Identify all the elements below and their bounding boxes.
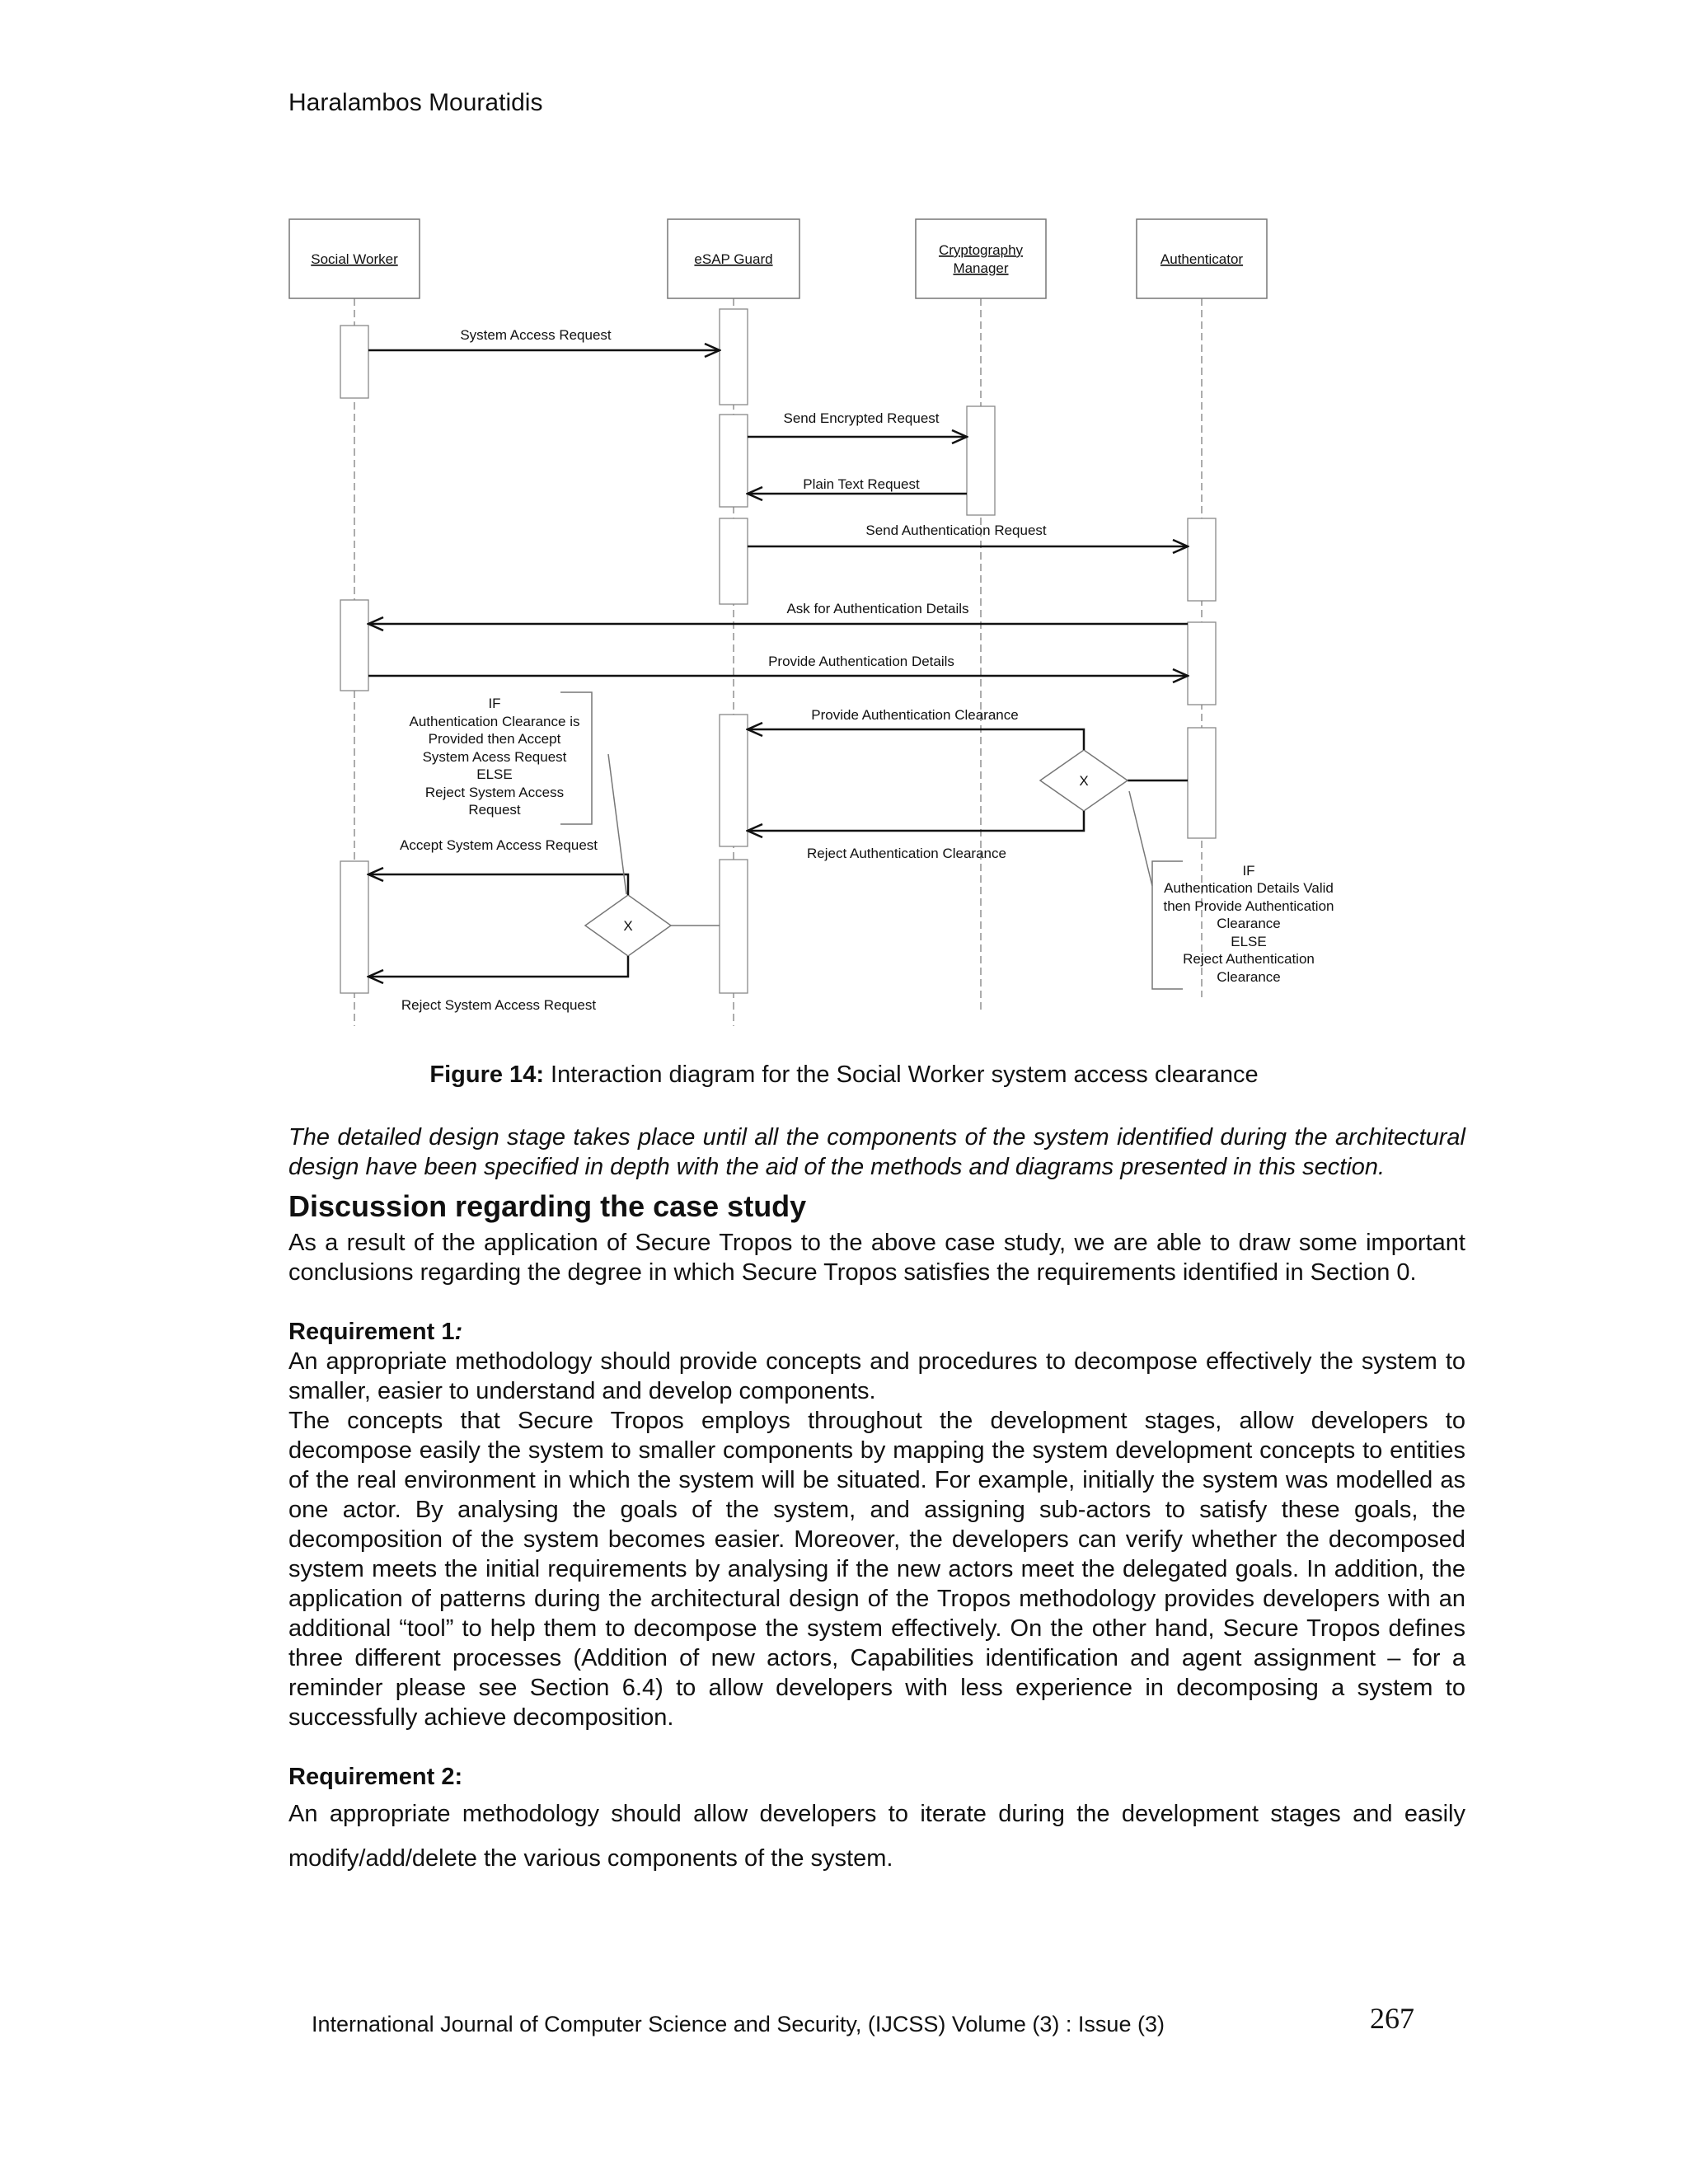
note-line: Clearance (1217, 969, 1281, 985)
note-line: ELSE (1231, 934, 1267, 949)
message-label: System Access Request (460, 327, 612, 343)
figure-caption-text: Interaction diagram for the Social Worker system access clearance (543, 1062, 1259, 1088)
decision-mark: X (623, 918, 633, 934)
message-label: Send Encrypted Request (783, 410, 940, 426)
message-label: Plain Text Request (803, 476, 920, 492)
activation-bar (720, 860, 748, 993)
message-reject-authentication-clearance: Reject Authentication Clearance (807, 846, 1006, 861)
decision-mark: X (1079, 773, 1089, 789)
activation-bar (720, 415, 748, 507)
note-line: IF (488, 696, 501, 711)
actor-label-line1: Cryptography (938, 242, 1024, 258)
message-reject-system-access-request: Reject System Access Request (401, 997, 597, 1013)
requirement-colon: : (454, 1319, 463, 1345)
intro-paragraph: The detailed design stage takes place until all the components of the system identified during the architectural design have been specified in depth with the aid of the methods and diagrams presented in this section. (288, 1124, 1465, 1180)
message-provide-authentication-details (368, 654, 1188, 676)
message-send-encrypted-request (748, 410, 967, 437)
activation-bar (720, 309, 748, 405)
message-label: Provide Authentication Details (768, 654, 954, 669)
journal-footer: International Journal of Computer Science and Security, (IJCSS) Volume (3) : Issue (3) (312, 2012, 1165, 2036)
actor-label: Authenticator (1160, 251, 1244, 267)
message-label: Ask for Authentication Details (786, 601, 969, 616)
actor-authenticator (1137, 219, 1267, 298)
note-line: Clearance (1217, 916, 1281, 931)
message-accept-system-access-request: Accept System Access Request (400, 837, 598, 853)
message-ask-for-authentication-details (368, 601, 1188, 624)
note-authenticator-condition (1152, 861, 1334, 989)
actor-cryptography-manager (916, 219, 1046, 298)
actor-label-line2: Manager (953, 260, 1009, 276)
activation-bar (1188, 728, 1216, 838)
interaction-diagram (280, 210, 1334, 1034)
requirement-1-discussion: The concepts that Secure Tropos employs throughout the development stages, allow developers to decompose easily the system to smaller components by mapping the system development concepts to entities of the real environment in which the system will be situated. For example, initially the system was modelled as one actor. By analysing the goals of the system, and assigning sub-actors to satisfy these goals, the decomposition of the system becomes easier. Moreover, the developers can verify whether the decomposed system meets the initial requirements by analysing if the new actors meet the delegated goals. In addition, the application of patterns during the architectural design of the Tropos methodology provides developers with an additional “tool” to help them to decompose the system effectively. On the other hand, Secure Tropos defines three different processes (Addition of new actors, Capabilities identification and agent assignment – for a reminder please see Section 6.4) to allow developers with less experience in decomposing a system to successfully achieve decomposition. (288, 1408, 1465, 1731)
actor-label: eSAP Guard (694, 251, 773, 267)
activation-bar (720, 715, 748, 846)
note-line: System Acess Request (422, 749, 567, 765)
running-header: Haralambos Mouratidis (288, 89, 543, 116)
section-heading: Discussion regarding the case study (288, 1189, 807, 1223)
authenticator-decision (748, 707, 1188, 886)
requirement-label: Requirement 1 (288, 1319, 455, 1345)
activation-bar (967, 406, 995, 515)
requirement-2-statement: An appropriate methodology should allow developers to iterate during the development stages and easily modify/add/delete the various components of the system. (288, 1801, 1465, 1872)
activation-bar (720, 518, 748, 604)
page-number: 267 (1370, 2002, 1414, 2035)
actor-esap-guard (668, 219, 799, 298)
activation-bar (340, 326, 368, 398)
message-send-authentication-request (748, 523, 1188, 546)
activation-bar (340, 861, 368, 993)
message-plain-text-request (748, 476, 967, 494)
activation-bar (1188, 518, 1216, 601)
note-line: Authentication Clearance is (409, 714, 580, 729)
note-guard-condition (410, 692, 592, 824)
actor-label: Social Worker (311, 251, 398, 267)
note-line: Reject Authentication (1183, 951, 1315, 967)
figure-caption (0, 1062, 1688, 1089)
note-line: IF (1242, 863, 1255, 879)
activation-bar (340, 600, 368, 691)
requirement-2-heading: Requirement 2: (288, 1764, 463, 1790)
requirement-1-heading (288, 1317, 1465, 1347)
requirement-1-statement: An appropriate methodology should provide concepts and procedures to decompose effectively the system to smaller, easier to understand and develop components. (288, 1348, 1465, 1404)
note-line: Reject System Access (424, 785, 565, 800)
note-line: then Provide Authentication (1163, 898, 1334, 914)
message-provide-authentication-clearance: Provide Authentication Clearance (811, 707, 1019, 723)
actor-social-worker (289, 219, 420, 298)
body-text (288, 1122, 1465, 1881)
message-label: Send Authentication Request (865, 523, 1047, 538)
paragraph: As a result of the application of Secure Tropos to the above case study, we are able to draw some important conclusions regarding the degree in which Secure Tropos satisfies the requirements identified in Section 0. (288, 1230, 1465, 1286)
note-line: ELSE (476, 766, 513, 782)
note-line: Provided then Accept (428, 731, 561, 747)
note-line: Authentication Details Valid (1164, 880, 1334, 896)
note-line: Request (468, 802, 521, 818)
activation-bar (1188, 622, 1216, 705)
message-system-access-request (368, 327, 720, 350)
figure-label: Figure 14: (429, 1062, 544, 1088)
